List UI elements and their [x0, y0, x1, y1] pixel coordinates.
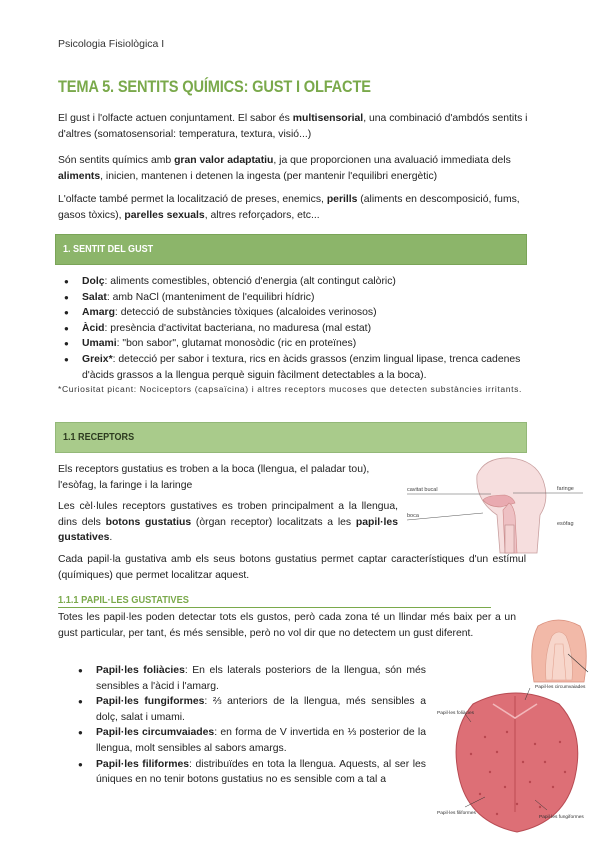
bold-term: aliments	[58, 170, 101, 182]
item-name: Papil·les circumvaiades	[96, 727, 215, 739]
taste-list	[62, 274, 528, 383]
bold-term: gran valor adaptatiu	[174, 155, 274, 166]
label-cavitat-bucal: cavitat bucal	[407, 487, 438, 493]
tongue-diagram	[435, 682, 595, 842]
subsection-heading-papil: 1.1.1 PAPIL·LES GUSTATIVES	[58, 594, 189, 606]
taste-item	[62, 274, 528, 290]
text-run: , inicien, mantenen i detenen la ingesta (per mantenir l'equilibri energètic)	[100, 170, 438, 182]
papilla-closeup-diagram	[528, 614, 590, 684]
bold-term: papil·les gustatives	[58, 516, 398, 544]
item-description: : presència d'activitat bacteriana, no maduresa (mal estat)	[104, 322, 372, 334]
item-name: Salat	[82, 291, 107, 303]
item-name: Greix*	[82, 353, 113, 365]
papil-type-item	[76, 725, 426, 756]
item-description: : distribuïdes en tota la llengua. Aquests, al ser les úniques en no tenir botons gustatius no es sensible com a tal a	[96, 758, 426, 786]
text-run: L'olfacte també permet la localització de preses, enemics,	[58, 194, 327, 205]
intro-paragraph-2	[58, 153, 528, 184]
bold-term: perills	[326, 194, 358, 205]
label-esofag: esòfag	[557, 521, 574, 527]
text-run: Els receptors gustatius es troben a la boca (llengua, el paladar tou), l'esòfag, la faringe i la laringe	[58, 464, 370, 491]
taste-item	[62, 321, 528, 337]
taste-item	[62, 290, 528, 306]
papil-type-item	[76, 663, 426, 694]
text-run: , altres reforçadors, etc...	[204, 209, 320, 221]
curiosity-note: *Curiositat picant: Nociceptors (capsaïcina) i altres receptors mucoses que detecten substàncies irritants.	[58, 384, 522, 394]
bold-term: botons gustatius	[105, 516, 192, 528]
text-run: , una combinació d'ambdós sentits i d'altres (somatosensorial: temperatura, textura, visió...)	[58, 113, 528, 140]
item-description: : detecció per sabor i textura, rics en àcids grassos (enzim lingual lipase, trenca cadenes d'àcids grassos a la llengua perquè siguin fàcilment detectables a la boca).	[82, 353, 521, 381]
bold-term: parelles sexuals	[124, 209, 205, 221]
bold-term: multisensorial	[292, 113, 364, 124]
text-run: El gust i l'olfacte actuen conjuntament. El sabor és	[58, 113, 293, 124]
item-description: : "bon sabor", glutamat monosòdic (ric en proteïnes)	[116, 338, 357, 350]
label-faringe: faringe	[557, 486, 574, 492]
receptors-paragraph-1	[58, 462, 403, 493]
papil-intro: Totes les papil·les poden detectar tots els gustos, però cada zona té un llindar més baix per a un gust particular, per tant, és més sensible, però no vol dir que no detectem un gust diferent.	[58, 612, 516, 639]
intro-paragraph-3	[58, 192, 528, 223]
label-papil-filiformes: Papil·les filiformes	[437, 811, 476, 816]
item-name: Amarg	[82, 307, 115, 319]
intro-paragraph-1	[58, 111, 528, 142]
item-name: Dolç	[82, 276, 105, 287]
item-name: Papil·les fungiformes	[96, 696, 205, 708]
receptors-paragraph-2	[58, 499, 398, 546]
receptors-paragraph-3	[58, 552, 526, 583]
item-description: : ⅔ anteriors de la llengua, més sensibles a dolç, salat i umami.	[96, 696, 426, 723]
item-description: : aliments comestibles, obtenció d'energia (alt contingut calòric)	[104, 276, 396, 287]
papil-type-item	[76, 694, 426, 725]
label-boca: boca	[407, 513, 419, 519]
item-description: : detecció de substàncies tòxiques (alcaloides verinosos)	[114, 307, 377, 319]
text-run: (aliments en descomposició, fums, gasos tòxics),	[58, 194, 520, 221]
head-diagram	[405, 455, 590, 555]
text-run: Les cèl·lules receptors gustatives es troben principalment a la llengua, dins dels	[58, 501, 398, 528]
text-run: Són sentits químics amb	[58, 155, 175, 166]
item-name: Àcid	[82, 322, 105, 334]
label-papil-circumvaiades: Papil·les circumvaiades	[535, 685, 586, 690]
item-name: Papil·les foliàcies	[96, 665, 185, 676]
page-header: Psicologia Fisiològica I	[58, 38, 165, 50]
item-name: Umami	[82, 338, 117, 350]
taste-item	[62, 352, 528, 383]
section-heading-gust: 1. SENTIT DEL GUST	[55, 234, 527, 265]
papil-type-item	[76, 757, 426, 788]
text-run: Cada papil·la gustativa amb els seus botons gustatius permet captar característiques d'un estímul (químiques) que permet localitzar aquest.	[58, 554, 526, 581]
text-run: .	[109, 532, 113, 544]
text-run: , ja que proporcionen una avaluació immediata dels	[273, 155, 511, 166]
item-description: : en forma de V invertida en ⅓ posterior de la llengua, molt sensibles al sabors amargs.	[96, 727, 426, 754]
text-run: (òrgan receptor) localitzats a les	[191, 516, 356, 528]
label-papil-fungiformes: Papil·les fungiformes	[539, 815, 584, 820]
label-papil-foliacies: Papil·les foliàcies	[437, 711, 475, 716]
item-name: Papil·les filiformes	[96, 758, 190, 770]
item-description: : amb NaCl (manteniment de l'equilibri hídric)	[106, 291, 315, 303]
page-title: TEMA 5. SENTITS QUÍMICS: GUST I OLFACTE	[58, 77, 371, 96]
subsection-underline	[58, 607, 491, 608]
papil-type-list	[76, 663, 426, 788]
item-description: : En els laterals posteriors de la llengua, són més sensibles a l'àcid i l'amarg.	[96, 665, 426, 692]
section-heading-receptors: 1.1 RECEPTORS	[55, 422, 527, 453]
taste-item	[62, 336, 528, 352]
taste-item	[62, 305, 528, 321]
